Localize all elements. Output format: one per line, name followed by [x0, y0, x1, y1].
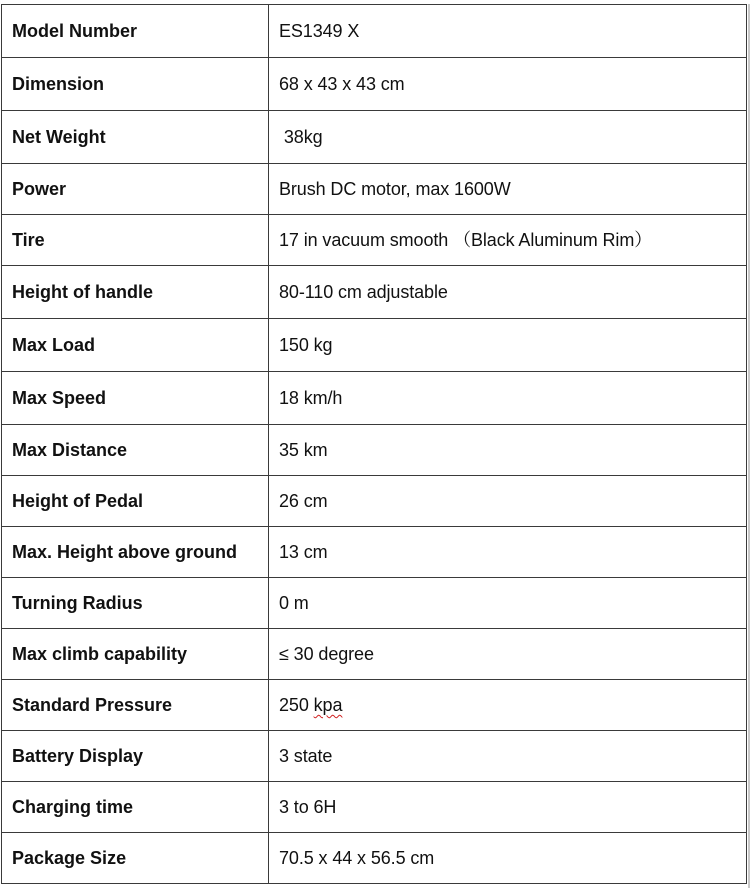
spec-label: Max Load [2, 319, 269, 372]
spec-value: 3 state [269, 731, 747, 782]
table-row [2, 58, 747, 111]
spec-label: Max Distance [2, 425, 269, 476]
spec-value: 80-110 cm adjustable [269, 266, 747, 319]
spec-label: Power [2, 164, 269, 215]
spec-label: Height of handle [2, 266, 269, 319]
spec-value: 17 in vacuum smooth （Black Aluminum Rim） [269, 215, 747, 266]
spec-value: 38kg [269, 111, 747, 164]
spec-label: Net Weight [2, 111, 269, 164]
table-row [2, 111, 747, 164]
spec-label: Charging time [2, 782, 269, 833]
table-row [2, 527, 747, 578]
spec-label: Max. Height above ground [2, 527, 269, 578]
table-row [2, 5, 747, 58]
spec-value: 68 x 43 x 43 cm [269, 58, 747, 111]
spec-value: Brush DC motor, max 1600W [269, 164, 747, 215]
table-row [2, 372, 747, 425]
table-row [2, 164, 747, 215]
spec-label: Battery Display [2, 731, 269, 782]
table-row [2, 680, 747, 731]
spec-value: 13 cm [269, 527, 747, 578]
spec-value: 0 m [269, 578, 747, 629]
table-row [2, 215, 747, 266]
table-row [2, 833, 747, 884]
table-row [2, 266, 747, 319]
spec-label: Tire [2, 215, 269, 266]
table-row [2, 319, 747, 372]
spec-value [269, 680, 747, 731]
spec-table [1, 4, 747, 884]
pressure-unit: kpa [313, 695, 343, 715]
spec-value: 18 km/h [269, 372, 747, 425]
table-row [2, 476, 747, 527]
spec-label: Model Number [2, 5, 269, 58]
pressure-number: 250 [279, 695, 309, 715]
table-row [2, 629, 747, 680]
table-row [2, 782, 747, 833]
spec-value: 26 cm [269, 476, 747, 527]
spec-label: Package Size [2, 833, 269, 884]
spec-value: 70.5 x 44 x 56.5 cm [269, 833, 747, 884]
spec-label: Dimension [2, 58, 269, 111]
table-row [2, 731, 747, 782]
spec-value: 35 km [269, 425, 747, 476]
spec-label: Height of Pedal [2, 476, 269, 527]
table-row [2, 578, 747, 629]
spec-value: ES1349 X [269, 5, 747, 58]
table-row [2, 425, 747, 476]
spec-value: 150 kg [269, 319, 747, 372]
spec-label: Standard Pressure [2, 680, 269, 731]
spec-label: Max Speed [2, 372, 269, 425]
spec-value: ≤ 30 degree [269, 629, 747, 680]
spec-label: Max climb capability [2, 629, 269, 680]
spec-value: 3 to 6H [269, 782, 747, 833]
spec-label: Turning Radius [2, 578, 269, 629]
